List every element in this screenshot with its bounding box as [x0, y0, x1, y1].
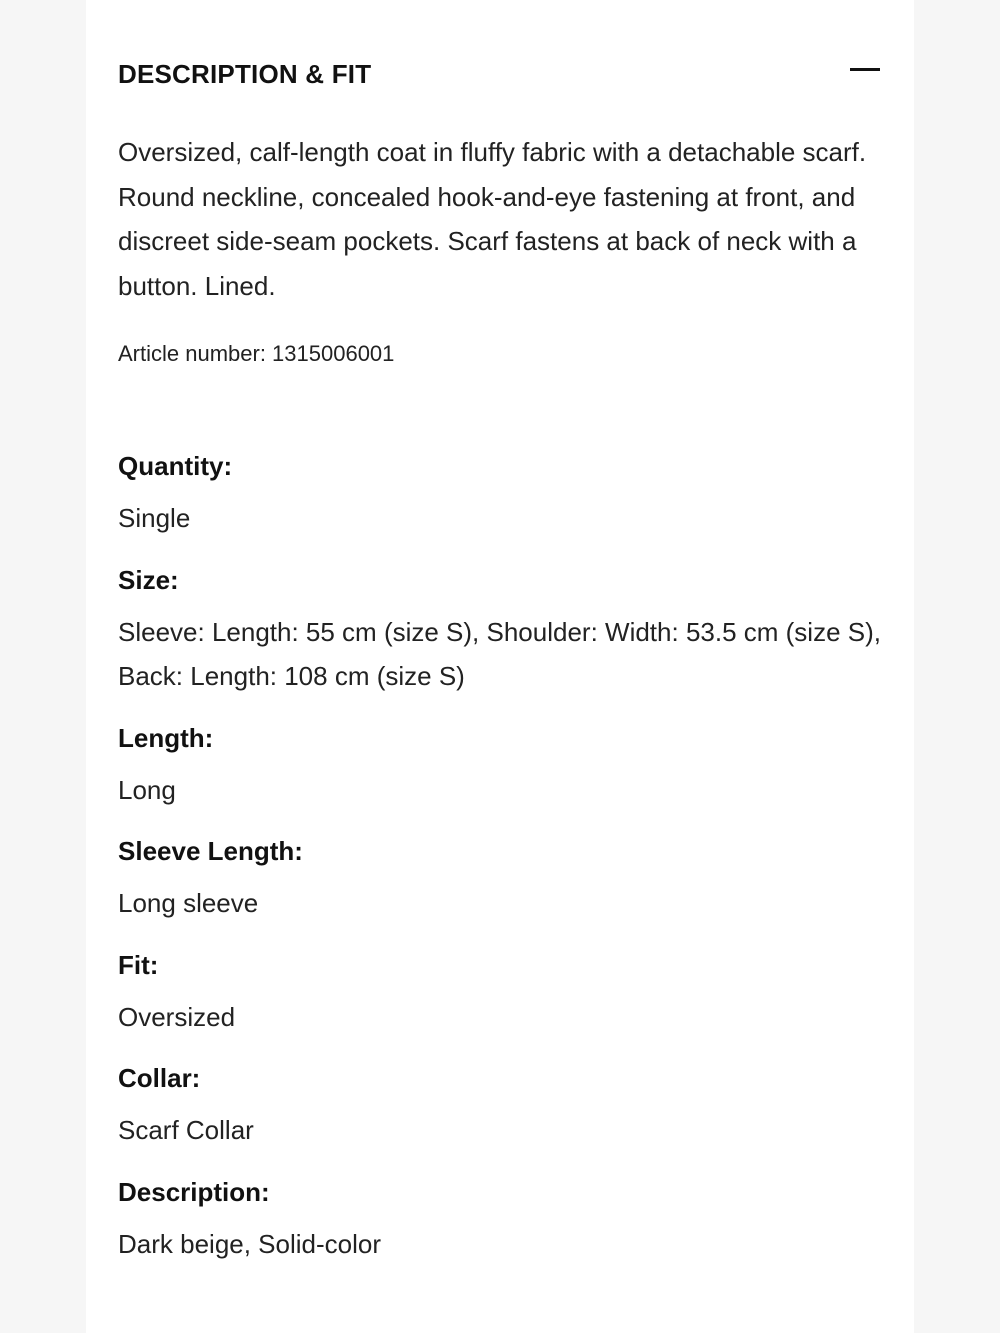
page-margin-left — [0, 0, 86, 1333]
attribute-label: Collar: — [118, 1063, 201, 1093]
description-fit-accordion-header[interactable] — [118, 52, 884, 96]
attribute-size — [118, 558, 888, 699]
attribute-label: Fit: — [118, 949, 159, 980]
attribute-fit — [118, 943, 888, 1040]
attribute-value: Long — [118, 774, 176, 805]
description-fit-panel — [86, 0, 914, 1333]
article-number: Article number: 1315006001 — [118, 341, 395, 366]
attribute-collar — [118, 1056, 888, 1153]
attribute-value: Scarf Collar — [118, 1115, 254, 1145]
attribute-quantity — [118, 444, 888, 541]
page-margin-right — [914, 0, 1000, 1333]
attribute-sleeve-length — [118, 829, 888, 926]
attribute-description — [118, 1170, 888, 1267]
attribute-length — [118, 716, 888, 813]
attribute-value: Oversized — [118, 1001, 236, 1032]
attribute-value: Sleeve: Length: 55 cm (size S), Shoulder: Width: 53.5 cm (size S), Back: Length: 108 cm (size S) — [118, 616, 881, 691]
attribute-label: Description: — [118, 1176, 270, 1207]
attribute-label: Size: — [118, 564, 179, 595]
attribute-value: Single — [118, 503, 191, 533]
attribute-value: Dark beige, Solid-color — [118, 1228, 382, 1259]
section-title: DESCRIPTION & FIT — [118, 58, 372, 89]
attribute-list — [118, 444, 888, 1283]
minus-icon[interactable] — [848, 58, 882, 82]
attribute-label: Quantity: — [118, 451, 233, 481]
product-description-text: Oversized, calf-length coat in fluffy fabric with a detachable scarf. Round neckline, concealed hook-and-eye fastening at front, and discreet side-seam pockets. Scarf fastens at back of neck with a button. Lined. — [118, 137, 867, 301]
attribute-value: Long sleeve — [118, 888, 259, 918]
attribute-label: Length: — [118, 722, 214, 753]
attribute-label: Sleeve Length: — [118, 836, 303, 866]
